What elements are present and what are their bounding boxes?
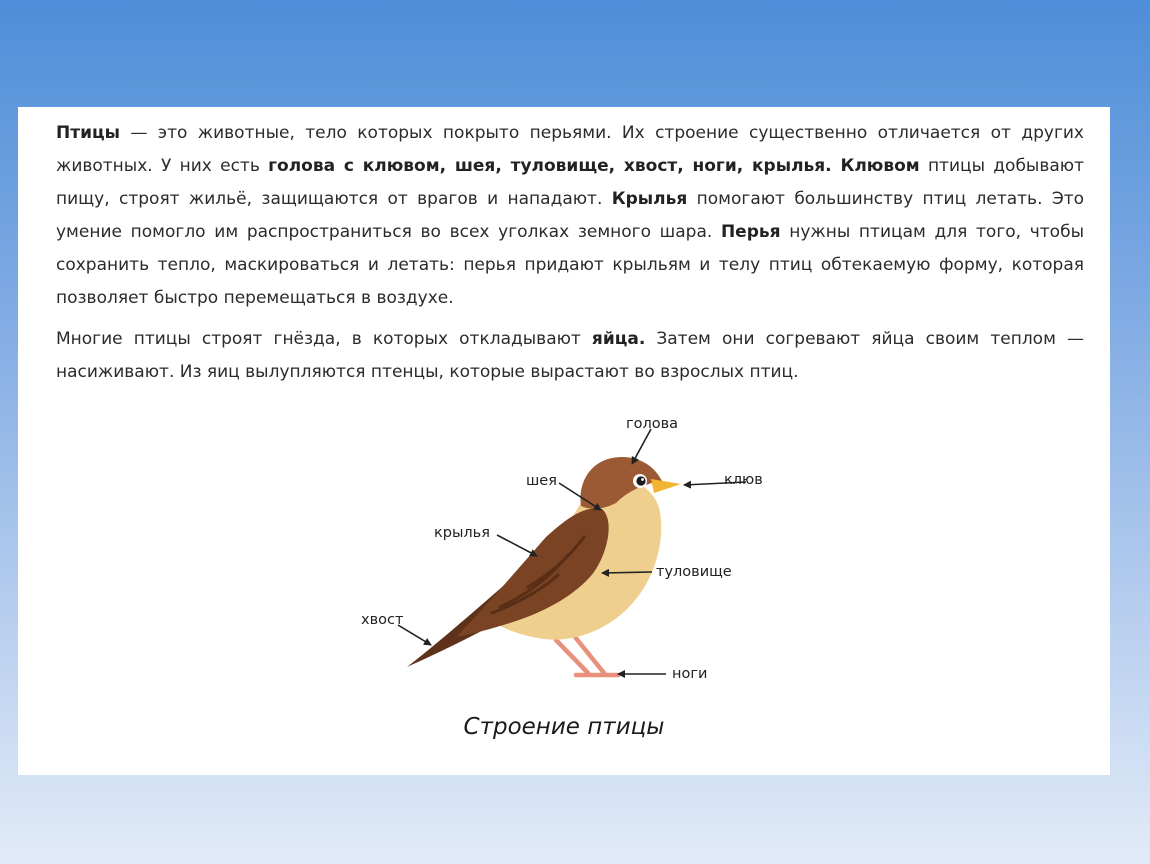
text-run: птицы добывают пищу, строят жильё, защищаются от врагов и нападают. bbox=[56, 156, 1084, 209]
bold-term: яйца. bbox=[591, 329, 646, 349]
label-legs: ноги bbox=[672, 666, 708, 682]
label-head: голова bbox=[626, 416, 679, 432]
diagram-caption: Строение птицы bbox=[463, 714, 665, 740]
bold-term: Крылья bbox=[611, 189, 688, 209]
label-beak: клюв bbox=[724, 472, 763, 488]
label-body: туловище bbox=[656, 564, 732, 580]
bird-legs bbox=[556, 637, 618, 675]
bold-term: голова с клювом, шея, туловище, хвост, ноги, крылья. Клювом bbox=[268, 156, 920, 176]
label-tail: хвост bbox=[361, 612, 404, 628]
text-run: Многие птицы строят гнёзда, в которых откладывают bbox=[56, 329, 592, 349]
bird-beak bbox=[651, 479, 681, 493]
text-run: нужны птицам для того, чтобы сохранить тепло, маскироваться и летать: перья придают крыльям и телу птиц обтекаемую форму, которая позволяет быстро перемещаться в воздухе. bbox=[56, 222, 1084, 308]
label-wings: крылья bbox=[434, 525, 490, 541]
bird-illustration bbox=[407, 457, 681, 675]
bird-structure-diagram bbox=[18, 107, 1110, 775]
bold-term: Перья bbox=[720, 222, 781, 242]
text-run: помогают большинству птиц летать. Это умение помогло им распространиться во всех уголках земного шара. bbox=[56, 189, 1085, 242]
text-run: Затем они согревают яйца своим теплом — насиживают. Из яиц вылупляются птенцы, которые вырастают во взрослых птиц. bbox=[56, 329, 1084, 382]
text-run: — это животные, тело которых покрыто перьями. Их строение существенно отличается от других животных. У них есть bbox=[56, 123, 1084, 176]
label-neck: шея bbox=[526, 473, 557, 489]
content-card bbox=[18, 107, 1110, 775]
bold-term: Птицы bbox=[56, 123, 120, 143]
